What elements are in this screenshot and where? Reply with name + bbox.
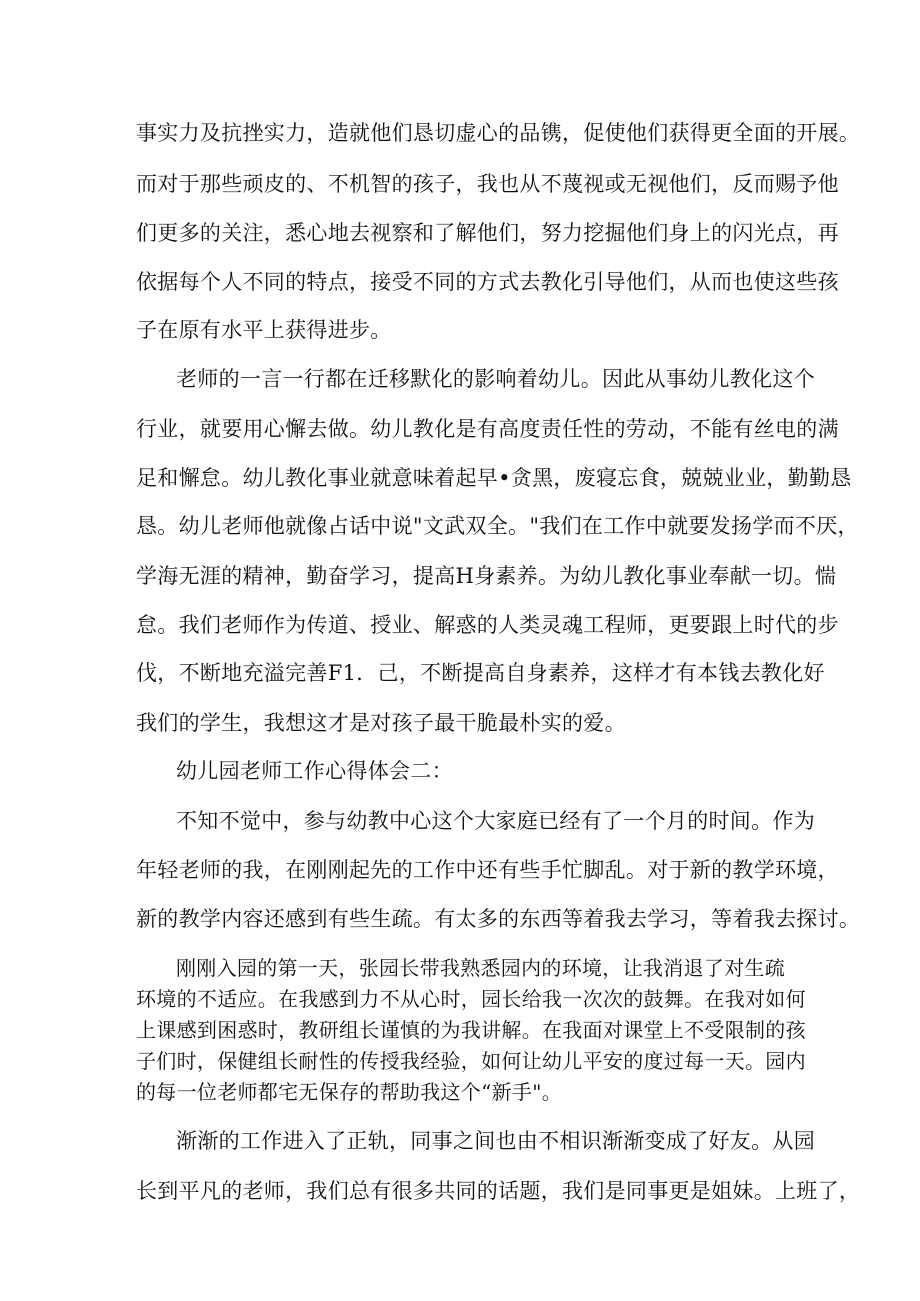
paragraph-first-line: 不知不觉中，参与幼教中心这个大家庭已经有了一个月的时间。作为 bbox=[176, 809, 815, 833]
text-line: 恳。幼儿老师他就像占话中说"文武双全。"我们在工作中就要发扬学而不厌， bbox=[136, 514, 859, 538]
paragraph-first-line: 刚刚入园的第一天，张园长带我熟悉园内的环境，让我消退了对生疏 bbox=[176, 956, 785, 980]
text-line: 足和懈怠。幼儿教化事业就意味着起早•贪黑，废寝忘食，兢兢业业，勤勤恳 bbox=[136, 466, 852, 490]
text-line: 们更多的关注，悉心地去视察和了解他们，努力挖掘他们身上的闪光点，再 bbox=[136, 221, 839, 245]
section-heading: 幼儿园老师工作心得体会二： bbox=[176, 759, 453, 783]
text-line: 我们的学生，我想这才是对孩子最干脆最朴实的爱。 bbox=[136, 711, 626, 735]
text-line: 依据每个人不同的特点，接受不同的方式去教化引导他们，从而也使这些孩 bbox=[136, 270, 839, 294]
text-line: 年轻老师的我，在刚刚起先的工作中还有些手忙脚乱。对于新的教学环境， bbox=[136, 858, 839, 882]
text-line: 新的教学内容还感到有些生疏。有太多的东西等着我去学习，等着我去探讨。 bbox=[136, 907, 861, 931]
text-line: 的每一位老师都宅无保存的帮助我这个“新手"。 bbox=[136, 1080, 563, 1104]
text-line: 环境的不适应。在我感到力不从心时，园长给我一次次的鼓舞。在我对如何 bbox=[136, 987, 806, 1011]
text-line: 怠。我们老师作为传道、授业、解惑的人类灵魂工程师，更要跟上时代的步 bbox=[136, 613, 839, 637]
text-line: 伐，不断地充溢完善F1．己，不断提高自身素养，这样才有本钱去教化好 bbox=[136, 661, 825, 685]
text-line: 长到平凡的老师，我们总有很多共同的话题，我们是同事更是姐妹。上班了， bbox=[136, 1179, 861, 1203]
text-line: 行业，就要用心懈去做。幼儿教化是有高度责任性的劳动，不能有丝电的满 bbox=[136, 417, 839, 441]
text-line: 而对于那些顽皮的、不机智的孩子，我也从不蔑视或无视他们，反而赐予他 bbox=[136, 172, 839, 196]
paragraph-first-line: 渐渐的工作进入了正轨，同事之间也由不相识渐渐变成了好友。从园 bbox=[176, 1129, 815, 1153]
text-line: 事实力及抗挫实力，造就他们恳切虚心的品镌，促使他们获得更全面的开展。 bbox=[136, 121, 861, 145]
paragraph-first-line: 老师的一言一行都在迁移默化的影响着幼儿。因此从事幼儿教化这个 bbox=[176, 367, 815, 391]
text-line: 学海无涯的精神，勤奋学习，提高H身素养。为幼儿教化事业奉献一切。惴 bbox=[136, 564, 837, 588]
text-line: 上课感到困惑时，教研组长谨慎的为我讲解。在我面对课堂上不受限制的孩 bbox=[136, 1018, 806, 1042]
text-line: 子在原有水平上获得进步。 bbox=[136, 318, 392, 342]
text-line: 子们时，保健组长耐性的传授我经验，如何让幼儿平安的度过每一天。园内 bbox=[136, 1049, 806, 1073]
